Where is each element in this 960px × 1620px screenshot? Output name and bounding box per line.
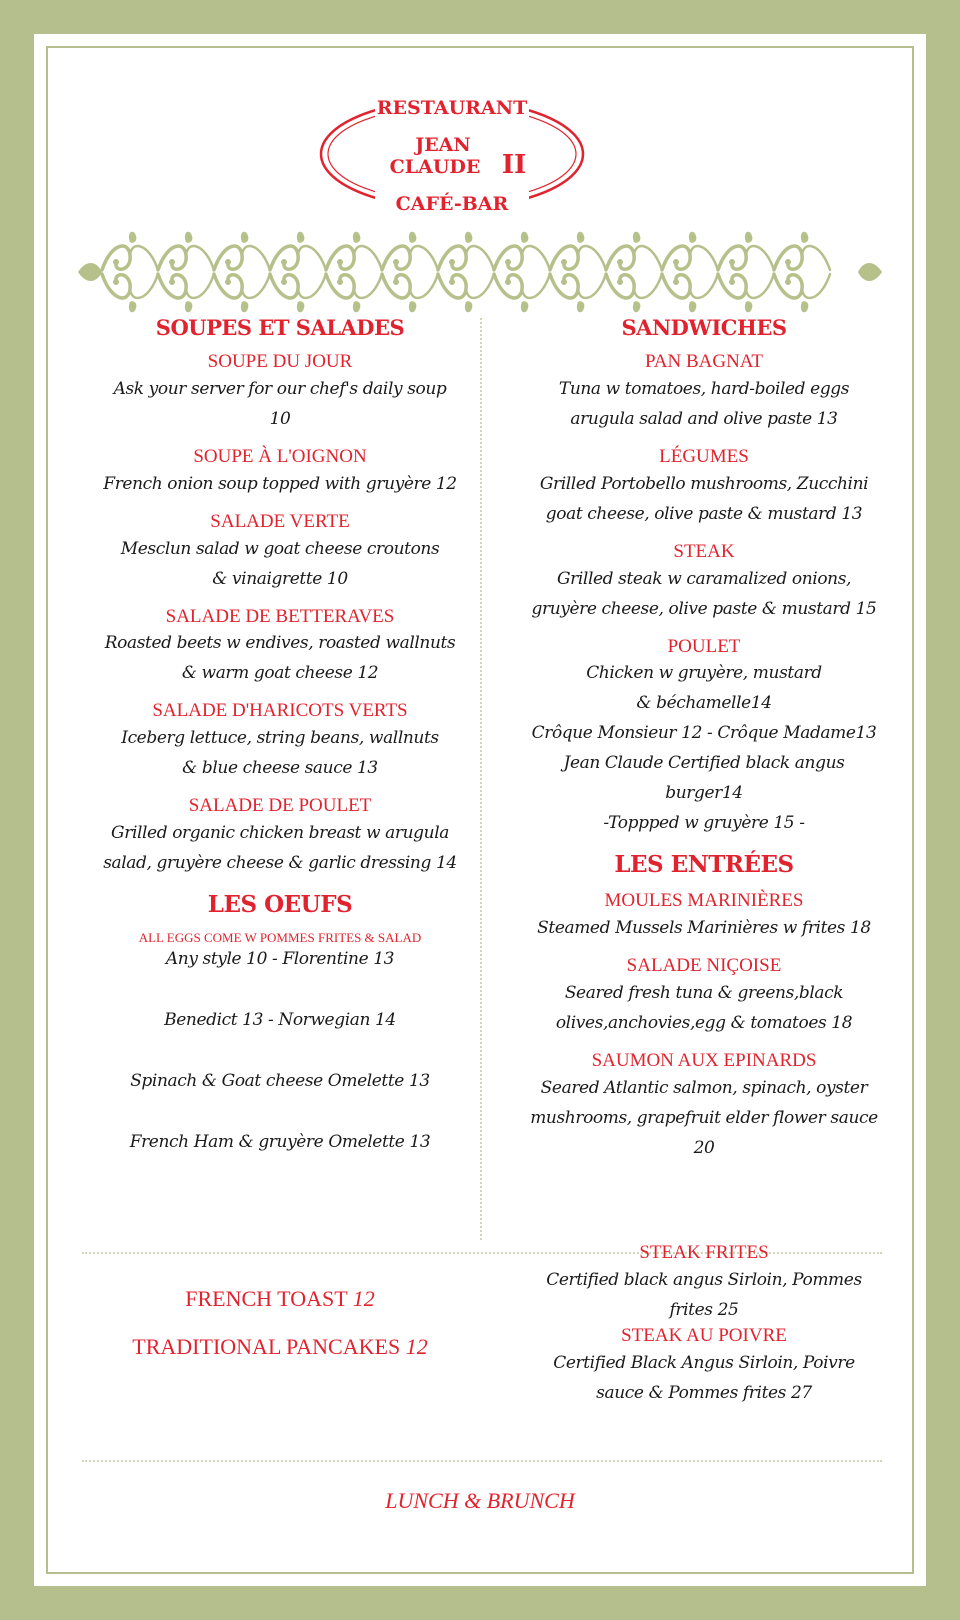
footer-title: LUNCH & BRUNCH: [385, 1488, 575, 1513]
logo-bottom-text: CAFÉ-BAR: [395, 193, 509, 215]
steaks-list: [502, 1242, 906, 1408]
item-desc: Grilled Portobello mushrooms, Zucchini: [539, 473, 869, 494]
item-desc: Tuna w tomatoes, hard-boiled eggs: [558, 379, 850, 400]
eggs-item: Any style 10 - Florentine 13: [165, 948, 395, 969]
item-desc: goat cheese, olive paste & mustard 13: [545, 503, 863, 524]
item-desc: Certified black angus Sirloin, Pommes: [546, 1269, 862, 1290]
item-name: PAN BAGNAT: [644, 351, 764, 373]
item-desc: arugula salad and olive paste 13: [570, 409, 838, 430]
item-name: STEAK AU POIVRE: [621, 1324, 787, 1346]
menu-item-salade-haricots: [80, 700, 480, 783]
item-name: SOUPE DU JOUR: [207, 351, 353, 373]
menu-item-salade-verte: [80, 511, 480, 594]
menu-item-legumes: [502, 446, 906, 529]
item-name: SALADE NIÇOISE: [626, 955, 782, 977]
menu-item-saumon: [502, 1050, 906, 1163]
brunch-list: [80, 1286, 480, 1382]
item-desc: Steamed Mussels Marinières w frites 18: [537, 918, 871, 939]
eggs-item: French Ham & gruyère Omelette 13: [129, 1131, 431, 1152]
item-name: STEAK: [673, 540, 735, 562]
item-desc: & vinaigrette 10: [212, 568, 348, 589]
right-column: [502, 314, 906, 1175]
item-desc: Grilled steak w caramalized onions,: [556, 568, 852, 589]
item-desc: Ask your server for our chef's daily soup: [113, 379, 447, 400]
menu-item-pan-bagnat: [502, 351, 906, 434]
item-desc: & warm goat cheese 12: [181, 663, 379, 684]
item-name: SALADE DE BETTERAVES: [165, 605, 395, 627]
menu-item-poulet: [502, 636, 906, 839]
logo-top-text: RESTAURANT: [376, 97, 528, 119]
item-name: SALADE DE POULET: [188, 795, 372, 817]
scroll-ornament: [74, 224, 886, 320]
brunch-item-french-toast: [80, 1286, 480, 1334]
logo-numeral: II: [501, 150, 527, 180]
item-name: STEAK FRITES: [639, 1242, 769, 1263]
eggs-item: Benedict 13 - Norwegian 14: [164, 1009, 396, 1030]
menu-item-steak-frites: [502, 1242, 906, 1325]
section-title-entrees: LES ENTRÉES: [614, 851, 794, 879]
logo-name-line2: CLAUDE: [389, 156, 481, 178]
item-desc: 10: [269, 409, 291, 430]
menu-card: [34, 34, 926, 1586]
item-desc: salad, gruyère cheese & garlic dressing 14: [103, 853, 457, 874]
item-desc: mushrooms, grapefruit elder flower sauce: [530, 1107, 878, 1128]
section-title-eggs: LES OEUFS: [207, 891, 353, 919]
section-title-soups: SOUPES ET SALADES: [155, 315, 405, 340]
eggs-item: Spinach & Goat cheese Omelette 13: [130, 1070, 430, 1091]
item-desc: Iceberg lettuce, string beans, wallnuts: [121, 728, 439, 749]
item-desc: Grilled organic chicken breast w arugula: [111, 823, 449, 844]
eggs-note: ALL EGGS COME W POMMES FRITES & SALAD: [138, 929, 422, 945]
item-name: SAUMON AUX EPINARDS: [591, 1049, 817, 1071]
eggs-list: [80, 946, 480, 1190]
item-name: POULET: [667, 635, 741, 657]
item-desc: sauce & Pommes frites 27: [596, 1382, 812, 1403]
item-desc: Jean Claude Certified black angus: [563, 753, 845, 774]
item-name: SALADE D'HARICOTS VERTS: [152, 700, 408, 722]
menu-item-steak-poivre: [502, 1325, 906, 1408]
item-desc: Certified Black Angus Sirloin, Poivre: [553, 1352, 855, 1373]
menu-item-nicoise: [502, 955, 906, 1038]
item-name: TRADITIONAL PANCAKES: [132, 1334, 401, 1359]
menu-item-soupe-du-jour: [80, 351, 480, 434]
menu-item-soupe-oignon: [80, 446, 480, 499]
brunch-item-pancakes: [80, 1334, 480, 1382]
item-name: LÉGUMES: [659, 446, 749, 468]
item-desc: Mesclun salad w goat cheese croutons: [120, 538, 440, 559]
menu-item-salade-betteraves: [80, 606, 480, 689]
section-title-sandwiches: SANDWICHES: [621, 315, 787, 340]
item-desc: Crôque Monsieur 12 - Crôque Madame13: [531, 723, 877, 744]
item-name: MOULES MARINIÈRES: [604, 890, 804, 912]
logo-name-line1: JEAN: [415, 134, 471, 156]
item-desc: -Toppped w gruyère 15 -: [603, 813, 805, 834]
item-price: 12: [352, 1286, 375, 1311]
item-desc: gruyère cheese, olive paste & mustard 15: [531, 598, 877, 619]
item-name: FRENCH TOAST: [185, 1286, 348, 1311]
item-desc: olives,anchovies,egg & tomatoes 18: [555, 1012, 853, 1033]
item-desc: & blue cheese sauce 13: [182, 758, 378, 779]
item-desc: French onion soup topped with gruyère 12: [103, 473, 457, 494]
left-column: [80, 314, 480, 1190]
item-desc: Chicken w gruyère, mustard: [586, 663, 822, 684]
menu-item-salade-poulet: [80, 795, 480, 878]
menu-item-steak-sandwich: [502, 541, 906, 624]
footer-divider: [82, 1460, 882, 1462]
item-desc: frites 25: [669, 1299, 739, 1320]
restaurant-logo: [317, 60, 587, 230]
item-name: SOUPE À L'OIGNON: [193, 446, 367, 468]
column-divider: [480, 318, 482, 1240]
item-price: 12: [405, 1334, 428, 1359]
item-desc: burger14: [665, 783, 743, 804]
item-desc: & béchamelle14: [636, 693, 772, 714]
item-desc: Seared fresh tuna & greens,black: [564, 982, 844, 1003]
item-desc: Seared Atlantic salmon, spinach, oyster: [540, 1077, 868, 1098]
menu-item-moules: [502, 890, 906, 943]
item-name: SALADE VERTE: [210, 510, 350, 532]
item-desc: 20: [693, 1137, 715, 1158]
item-desc: Roasted beets w endives, roasted wallnuts: [104, 633, 456, 654]
